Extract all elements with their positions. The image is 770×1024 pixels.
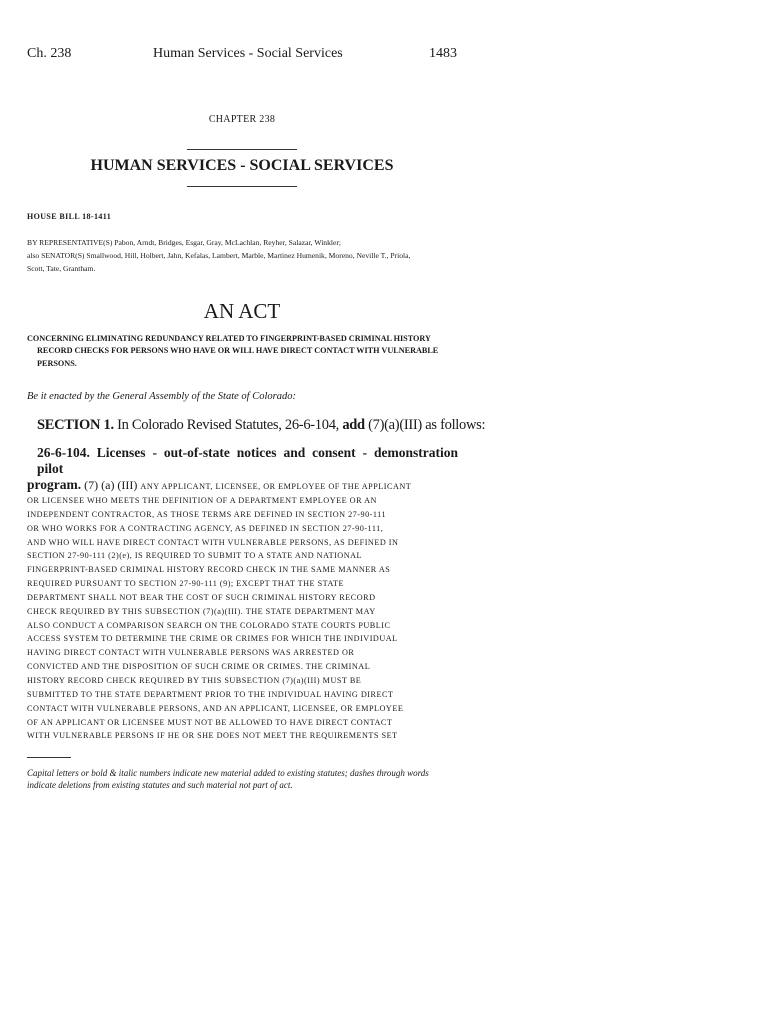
statute-line: WITH VULNERABLE PERSONS IF HE OR SHE DOES NOT MEET THE REQUIREMENTS SET — [27, 731, 398, 741]
statute-line: CHECK REQUIRED BY THIS SUBSECTION (7)(a)(III). THE STATE DEPARTMENT MAY — [27, 606, 376, 616]
statute-line: OR WHO WORKS FOR A CONTRACTING AGENCY, AS DEFINED IN SECTION 27-90-111, — [27, 523, 384, 533]
statute-line-0: ANY APPLICANT, LICENSEE, OR EMPLOYEE OF THE APPLICANT — [140, 482, 412, 491]
statute-heading-line-2-wrap — [27, 477, 458, 494]
statute-heading-line-2: program. — [27, 477, 82, 492]
footnote: Capital letters or bold & italic numbers indicate new material added to existing statutes; dashes through words indicate deletions from existing statutes and such material not part of act. — [27, 768, 429, 790]
section-add-keyword: add — [342, 417, 365, 433]
representatives-line: BY REPRESENTATIVE(S) Pabon, Arndt, Bridges, Esgar, Gray, McLachlan, Reyher, Salazar, Winkler; — [27, 238, 342, 247]
statute-body — [27, 445, 458, 743]
section-1-line — [37, 417, 485, 434]
statute-line: REQUIRED PURSUANT TO SECTION 27-90-111 (9); EXCEPT THAT THE STATE — [27, 579, 344, 589]
statute-heading-line-1: 26-6-104. Licenses - out-of-state notices and consent - demonstration pilot — [37, 445, 458, 476]
chapter-label: CHAPTER 238 — [208, 114, 276, 125]
senators-line-2: Scott, Tate, Grantham. — [27, 264, 96, 273]
statute-line: ALSO CONDUCT A COMPARISON SEARCH ON THE COLORADO STATE COURTS PUBLIC — [27, 620, 391, 630]
sponsors-block — [27, 236, 457, 275]
concerning-clause — [27, 333, 459, 370]
title-rule-bottom — [187, 186, 297, 187]
concerning-line-2: RECORD CHECKS FOR PERSONS WHO HAVE OR WILL HAVE DIRECT CONTACT WITH VULNERABLE — [37, 346, 439, 356]
statute-line: SECTION 27-90-111 (2)(e), IS REQUIRED TO SUBMIT TO A STATE AND NATIONAL — [27, 551, 363, 561]
statute-line: OF AN APPLICANT OR LICENSEE MUST NOT BE ALLOWED TO HAVE DIRECT CONTACT — [27, 717, 393, 727]
footnote-rule — [27, 757, 71, 758]
statute-line: ACCESS SYSTEM TO DETERMINE THE CRIME OR CRIMES FOR WHICH THE INDIVIDUAL — [27, 634, 398, 644]
section-text-before: In Colorado Revised Statutes, 26-6-104, — [113, 417, 343, 433]
statute-line: HISTORY RECORD CHECK REQUIRED BY THIS SUBSECTION (7)(a)(III) MUST BE — [27, 675, 362, 685]
statute-line: AND WHO WILL HAVE DIRECT CONTACT WITH VULNERABLE PERSONS, AS DEFINED IN — [27, 537, 399, 547]
running-title: Human Services - Social Services — [153, 46, 343, 61]
statute-line: CONTACT WITH VULNERABLE PERSONS, AND AN APPLICANT, LICENSEE, OR EMPLOYEE — [27, 703, 404, 713]
statute-line: SUBMITTED TO THE STATE DEPARTMENT PRIOR TO THE INDIVIDUAL HAVING DIRECT — [27, 689, 394, 699]
statute-subsection: (7) (a) (III) — [81, 478, 141, 492]
act-heading: AN ACT — [203, 299, 281, 323]
concerning-line-3: PERSONS. — [37, 358, 77, 368]
senators-line-1: also SENATOR(S) Smallwood, Hill, Holbert, Jahn, Kefalas, Lambert, Marble, Martinez Humenik, Moreno, Neville T., Priola, — [27, 251, 411, 260]
document-title: HUMAN SERVICES - SOCIAL SERVICES — [90, 157, 394, 174]
bill-number: HOUSE BILL 18-1411 — [27, 212, 112, 221]
page-number: 1483 — [429, 46, 457, 61]
statute-line: FINGERPRINT-BASED CRIMINAL HISTORY RECORD CHECK IN THE SAME MANNER AS — [27, 565, 391, 575]
chapter-short: Ch. 238 — [27, 46, 72, 61]
statute-line: CONVICTED AND THE DISPOSITION OF SUCH CRIME OR CRIMES. THE CRIMINAL — [27, 662, 371, 672]
statute-line: INDEPENDENT CONTRACTOR, AS THOSE TERMS ARE DEFINED IN SECTION 27-90-111 — [27, 509, 387, 519]
statute-line: DEPARTMENT SHALL NOT BEAR THE COST OF SUCH CRIMINAL HISTORY RECORD — [27, 592, 376, 602]
statute-line: OR LICENSEE WHO MEETS THE DEFINITION OF A DEPARTMENT EMPLOYEE OR AN — [27, 496, 377, 505]
section-label: SECTION 1. — [37, 417, 114, 433]
concerning-line-1: CONCERNING ELIMINATING REDUNDANCY RELATED TO FINGERPRINT-BASED CRIMINAL HISTORY — [27, 334, 431, 343]
statute-line: HAVING DIRECT CONTACT WITH VULNERABLE PERSONS WAS ARRESTED OR — [27, 648, 355, 658]
section-text-after: (7)(a)(III) as follows: — [364, 417, 486, 433]
enacting-clause: Be it enacted by the General Assembly of the State of Colorado: — [27, 391, 296, 402]
title-rule-top — [187, 149, 297, 150]
